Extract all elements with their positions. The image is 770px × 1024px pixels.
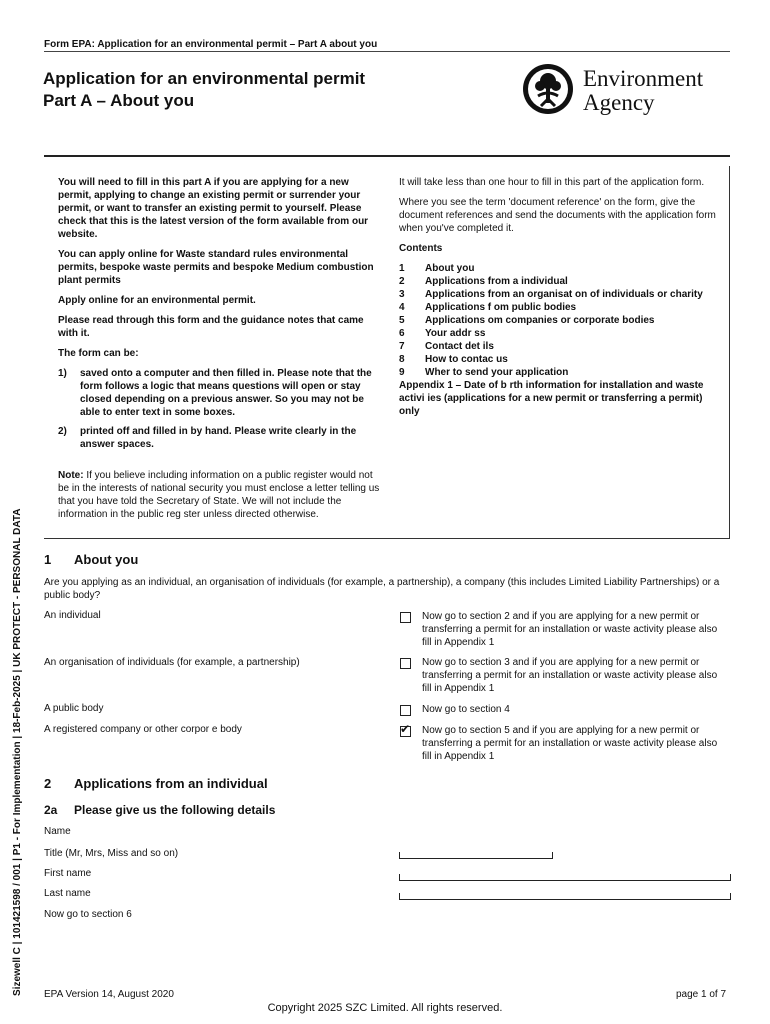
security-note [58, 469, 380, 521]
form-header-title: Form EPA: Application for an environmental permit – Part A about you [44, 39, 378, 50]
contents-heading: Contents [399, 243, 443, 254]
version-footer: EPA Version 14, August 2020 [44, 989, 174, 1000]
contents-item[interactable] [399, 288, 725, 301]
subsection-number: 2a [44, 803, 58, 817]
option-note: Now go to section 3 and if you are applying for a new permit or transferring a permit for an installation or waste activity please also fill in Appendix 1 [422, 657, 718, 694]
copyright-notice: Copyright 2025 SZC Limited. All rights reserved. [267, 1002, 503, 1014]
page-number: page 1 of 7 [676, 989, 727, 1000]
logo-line1: Environment [583, 66, 704, 91]
contents-item[interactable] [399, 353, 725, 366]
page-title-line2: Part A – About you [43, 91, 195, 110]
option-note: Now go to section 5 and if you are applying for a new permit or transferring a permit for an installation or waste activity please also fill in Appendix 1 [422, 725, 718, 762]
contents-item[interactable] [399, 301, 725, 314]
contents-text: Applications om companies or corporate bodies [425, 315, 655, 326]
contents-number: 8 [399, 354, 405, 365]
environment-agency-logo [523, 64, 733, 120]
contents-number: 2 [399, 276, 405, 287]
apply-online-link[interactable]: Apply online for an environmental permit. [58, 295, 256, 306]
contents-item[interactable] [399, 366, 725, 379]
last-name-label: Last name [44, 888, 91, 899]
intro-paragraph: You will need to fill in this part A if you are applying for a new permit, applying to change an existing permit or surrender your permit, or want to transfer an existing permit to yourself. Please check that this is the latest version of the form available from our website. [58, 177, 369, 240]
contents-text: Wher to send your application [425, 367, 569, 378]
tree-figure-icon [523, 64, 573, 114]
contents-number: 3 [399, 289, 405, 300]
first-name-input[interactable] [399, 874, 731, 881]
side-protective-marking: Sizewell C | 101421598 / 001 | P1 - For Implementation | 18-Feb-2025 | UK PROTECT - PERSONAL DATA [12, 508, 23, 996]
title-divider [44, 155, 730, 157]
next-section-instruction: Now go to section 6 [44, 909, 132, 920]
option-note: Now go to section 4 [422, 704, 510, 715]
contents-number: 1 [399, 263, 405, 274]
contents-item[interactable] [399, 314, 725, 327]
title-input[interactable] [399, 852, 553, 859]
contents-number: 4 [399, 302, 405, 313]
contents-text: How to contac us [425, 354, 508, 365]
section-number: 1 [44, 552, 52, 567]
contents-item[interactable] [399, 275, 725, 288]
list-item [58, 367, 380, 419]
option-label: A public body [44, 703, 104, 714]
option-label: A registered company or other corpor e body [44, 724, 242, 735]
header-divider [44, 51, 730, 52]
contents-number: 7 [399, 341, 405, 352]
contents-text: Your addr ss [425, 328, 486, 339]
page-title [43, 68, 463, 112]
intro-paragraph: You can apply online for Waste standard rules environmental permits, bespoke waste permits and bespoke Medium combustion plant permits [58, 249, 374, 286]
contents-text: About you [425, 263, 475, 274]
contents-item[interactable] [399, 327, 725, 340]
contents-number: 5 [399, 315, 405, 326]
contents-number: 6 [399, 328, 405, 339]
intro-paragraph: The form can be: [58, 348, 139, 359]
public-body-checkbox[interactable] [400, 705, 411, 716]
contents-item[interactable] [399, 262, 725, 275]
contents-number: 9 [399, 367, 405, 378]
contents-item[interactable] [399, 340, 725, 353]
intro-right-column [399, 176, 725, 418]
section-number: 2 [44, 776, 52, 791]
logo-wordmark [583, 67, 703, 115]
contents-text: Applications from an organisat on of individuals or charity [425, 289, 703, 300]
list-item-number: 2) [58, 426, 67, 437]
contents-text: Applications f om public bodies [425, 302, 577, 313]
logo-line2: Agency [583, 90, 655, 115]
list-item-text: printed off and filled in by hand. Please write clearly in the answer spaces. [80, 426, 357, 450]
intro-paragraph: Please read through this form and the guidance notes that came with it. [58, 315, 364, 339]
intro-paragraph: It will take less than one hour to fill in this part of the application form. [399, 177, 705, 188]
section-title: About you [74, 552, 139, 567]
intro-left-column [58, 176, 380, 457]
page-title-line1: Application for an environmental permit [43, 69, 366, 88]
last-name-input[interactable] [399, 893, 731, 900]
list-item [58, 425, 380, 451]
organisation-checkbox[interactable] [400, 658, 411, 669]
list-item-text: saved onto a computer and then filled in. Please note that the form follows a logic that means questions will open or stay closed depending on a previous answer. So you may not be able to enter text in some boxes. [80, 368, 372, 418]
name-label: Name [44, 826, 71, 837]
section-1-heading [44, 552, 138, 567]
section-2a-heading [44, 803, 275, 817]
contents-appendix[interactable]: Appendix 1 – Date of b rth information for installation and waste activi ies (applications for a new permit or transferring a permit) only [399, 380, 704, 417]
note-text: If you believe including information on a public register would not be in the interests of national security you must enclose a letter telling us that you have told the Secretary of State. We will not include the information in the public reg ster unless directed otherwise. [58, 470, 380, 520]
contents-text: Contact det ils [425, 341, 494, 352]
section-2-heading [44, 776, 268, 791]
section-1-question: Are you applying as an individual, an organisation of individuals (for example, a partnership), a company (this includes Limited Liability Partnerships) or a public body? [44, 577, 720, 601]
contents-list [399, 262, 725, 418]
option-note: Now go to section 2 and if you are applying for a new permit or transferring a permit for an installation or waste activity please also fill in Appendix 1 [422, 611, 718, 648]
section-title: Applications from an individual [74, 776, 268, 791]
list-item-number: 1) [58, 368, 67, 379]
individual-checkbox[interactable] [400, 612, 411, 623]
note-label: Note: [58, 470, 84, 481]
intro-paragraph: Where you see the term 'document reference' on the form, give the document references and send the documents with the application form when you've completed it. [399, 197, 716, 234]
option-label: An individual [44, 610, 101, 621]
subsection-title: Please give us the following details [74, 803, 276, 817]
company-checkbox[interactable] [400, 726, 411, 737]
contents-text: Applications from a individual [425, 276, 568, 287]
title-label: Title (Mr, Mrs, Miss and so on) [44, 848, 179, 859]
option-label: An organisation of individuals (for example, a partnership) [44, 657, 300, 668]
first-name-label: First name [44, 868, 92, 879]
